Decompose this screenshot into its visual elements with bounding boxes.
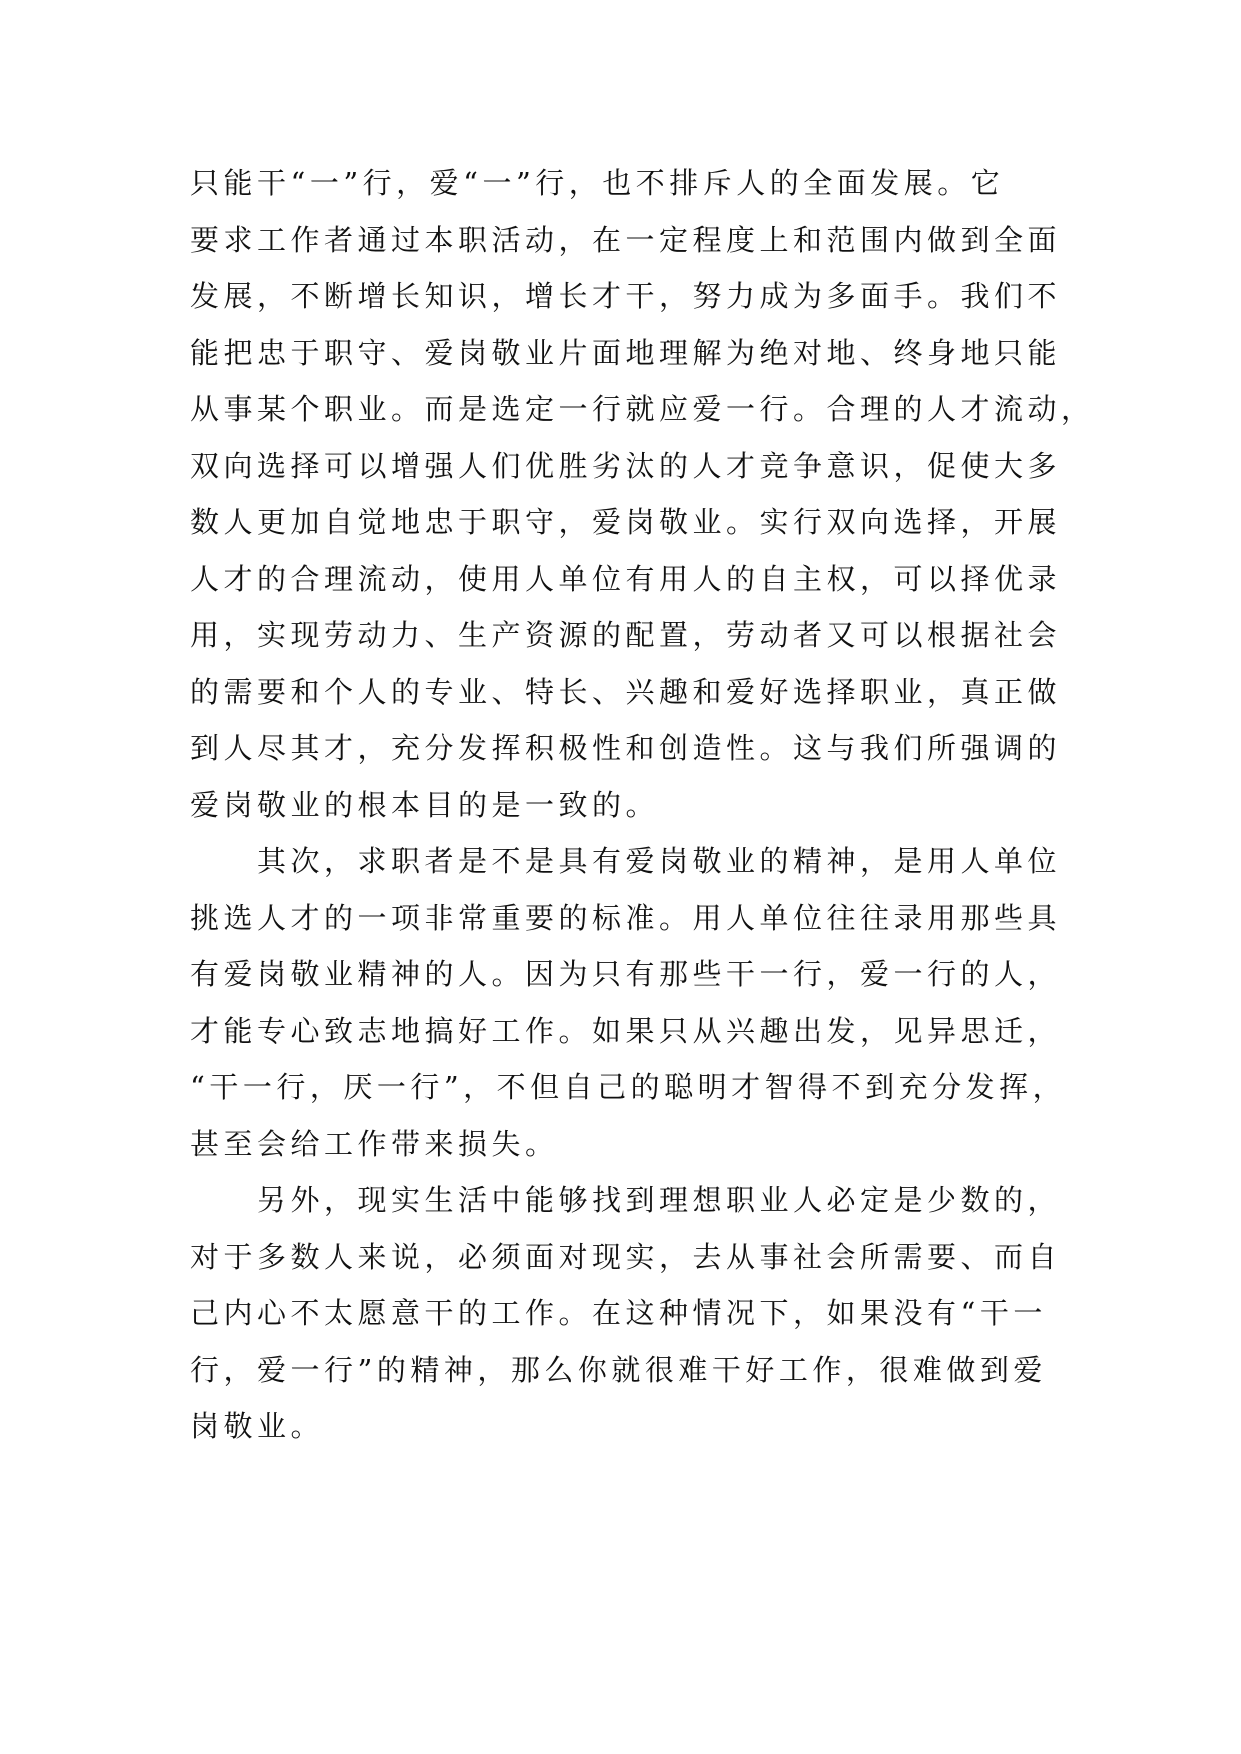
text-line: “干一行，厌一行”，不但自己的聪明才智得不到充分发挥，: [190, 1070, 1067, 1104]
text-line: 只能干“一”行，爱“一”行，也不排斥人的全面发展。它: [190, 166, 1005, 200]
text-line: 行，爱一行”的精神，那么你就很难干好工作，很难做到爱: [190, 1352, 1047, 1387]
text-line: 能把忠于职守、爱岗敬业片面地理解为绝对地、终身地只能: [190, 335, 1062, 370]
text-line: 有爱岗敬业精神的人。因为只有那些干一行，爱一行的人，: [190, 957, 1062, 991]
text-line: 人才的合理流动，使用人单位有用人的自主权，可以择优录: [190, 561, 1062, 596]
text-line: 双向选择可以增强人们优胜劣汰的人才竞争意识，促使大多: [190, 448, 1062, 483]
text-line: 从事某个职业。而是选定一行就应爱一行。合理的人才流动，: [190, 392, 1095, 426]
text-line: 己内心不太愿意干的工作。在这种情况下，如果没有“干一: [190, 1296, 1047, 1330]
text-line: 到人尽其才，充分发挥积极性和创造性。这与我们所强调的: [190, 731, 1062, 765]
text-line: 甚至会给工作带来损失。: [190, 1126, 559, 1161]
text-line: 对于多数人来说，必须面对现实，去从事社会所需要、而自: [190, 1239, 1062, 1274]
text-line: 用，实现劳动力、生产资源的配置，劳动者又可以根据社会: [190, 618, 1062, 652]
text-line: 的需要和个人的专业、特长、兴趣和爱好选择职业，真正做: [190, 674, 1062, 709]
text-line: 数人更加自觉地忠于职守，爱岗敬业。实行双向选择，开展: [190, 505, 1062, 539]
text-line: 发展，不断增长知识，增长才干，努力成为多面手。我们不: [190, 279, 1062, 313]
text-line: 岗敬业。: [190, 1409, 325, 1443]
paragraph-start-line: 其次，求职者是不是具有爱岗敬业的精神，是用人单位: [190, 844, 1062, 878]
text-line: 要求工作者通过本职活动，在一定程度上和范围内做到全面: [190, 222, 1062, 257]
body-text: [190, 155, 1095, 1455]
text-line: 才能专心致志地搞好工作。如果只从兴趣出发，见异思迁，: [190, 1013, 1062, 1048]
text-line: 爱岗敬业的根本目的是一致的。: [190, 787, 660, 822]
text-line: 挑选人才的一项非常重要的标准。用人单位往往录用那些具: [190, 900, 1062, 935]
paragraph-start-line: 另外，现实生活中能够找到理想职业人必定是少数的，: [190, 1183, 1062, 1217]
